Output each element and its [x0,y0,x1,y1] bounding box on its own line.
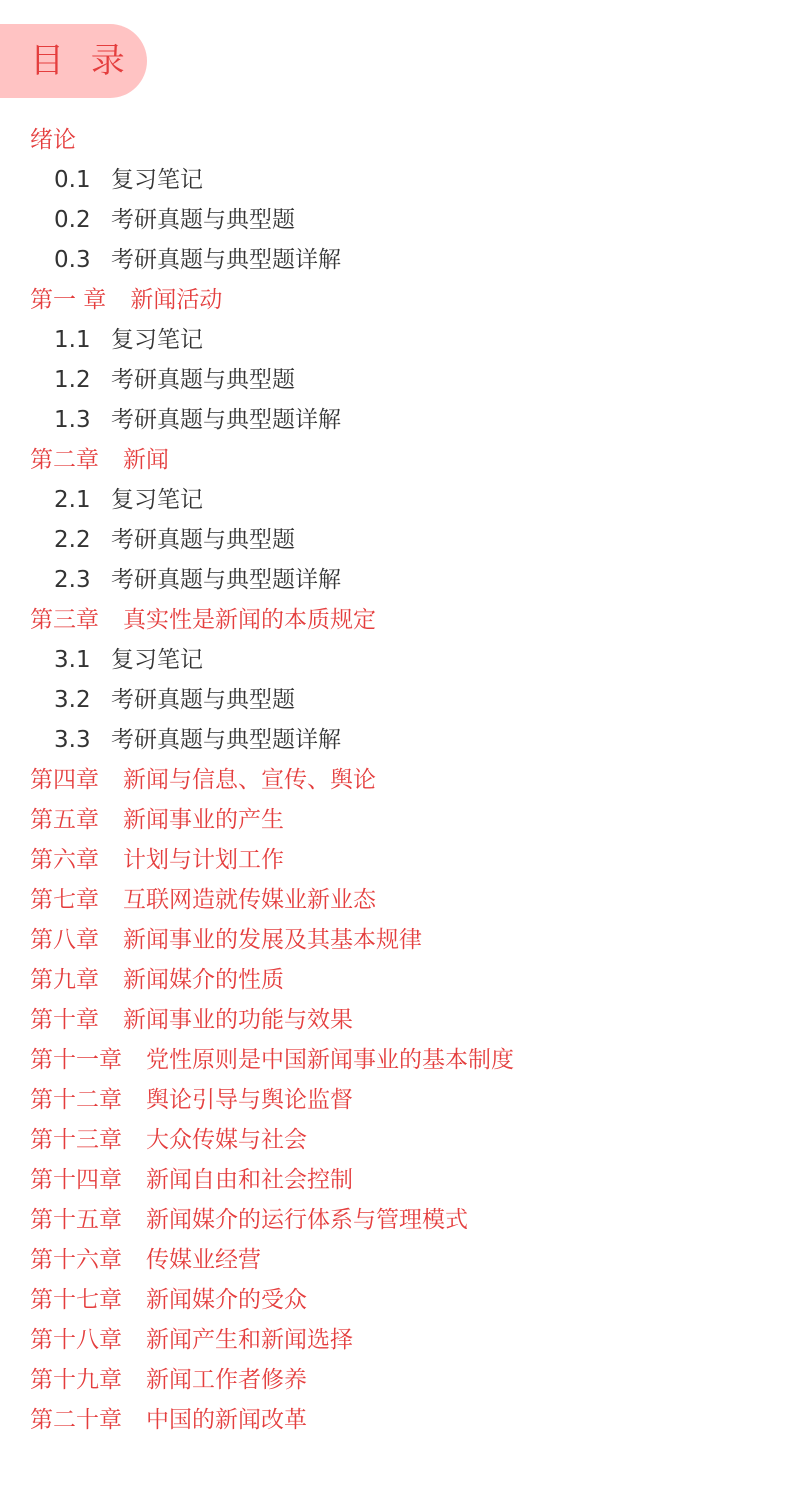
chapter-title: 新闻事业的发展及其基本规律 [123,927,422,953]
chapter-title: 大众传媒与社会 [146,1127,307,1153]
section-number: 3.1 [54,647,91,673]
section-title: 考研真题与典型题详解 [111,567,341,593]
chapter-number: 第十六章 [30,1247,122,1273]
toc-list [0,120,790,1440]
section-title: 考研真题与典型题详解 [111,407,341,433]
toc-chapter-item[interactable] [0,1040,790,1080]
chapter-number: 第二十章 [30,1407,122,1433]
chapter-title: 新闻媒介的运行体系与管理模式 [146,1207,468,1233]
chapter-number: 第七章 [30,887,99,913]
toc-section-item[interactable] [0,160,790,200]
chapter-number: 第十章 [30,1007,99,1033]
chapter-title: 新闻媒介的性质 [123,967,284,993]
toc-chapter-item[interactable] [0,920,790,960]
chapter-title: 新闻事业的产生 [123,807,284,833]
toc-chapter-item[interactable] [0,880,790,920]
chapter-title: 新闻工作者修养 [146,1367,307,1393]
chapter-number: 第十三章 [30,1127,122,1153]
chapter-title: 新闻事业的功能与效果 [123,1007,353,1033]
chapter-number: 第十八章 [30,1327,122,1353]
toc-chapter-item[interactable] [0,440,790,480]
chapter-title: 计划与计划工作 [123,847,284,873]
toc-chapter-item[interactable] [0,1160,790,1200]
toc-chapter-item[interactable] [0,960,790,1000]
section-number: 3.3 [54,727,91,753]
chapter-title: 新闻媒介的受众 [146,1287,307,1313]
chapter-number: 第十四章 [30,1167,122,1193]
chapter-number: 第三章 [30,607,99,633]
chapter-number: 第四章 [30,767,99,793]
toc-chapter-item[interactable] [0,840,790,880]
section-title: 复习笔记 [111,167,203,193]
toc-section-item[interactable] [0,480,790,520]
toc-section-item[interactable] [0,720,790,760]
section-number: 3.2 [54,687,91,713]
chapter-title: 舆论引导与舆论监督 [146,1087,353,1113]
section-number: 2.1 [54,487,91,513]
section-number: 0.1 [54,167,91,193]
section-number: 2.2 [54,527,91,553]
chapter-number: 第八章 [30,927,99,953]
section-title: 复习笔记 [111,647,203,673]
chapter-title: 新闻产生和新闻选择 [146,1327,353,1353]
toc-section-item[interactable] [0,560,790,600]
toc-section-item[interactable] [0,640,790,680]
toc-chapter-item[interactable] [0,1280,790,1320]
chapter-title: 新闻 [123,447,169,473]
toc-chapter-item[interactable] [0,1360,790,1400]
section-title: 考研真题与典型题 [111,367,295,393]
chapter-number: 绪论 [30,127,76,153]
toc-section-item[interactable] [0,320,790,360]
toc-chapter-item[interactable] [0,600,790,640]
section-number: 1.3 [54,407,91,433]
chapter-number: 第六章 [30,847,99,873]
toc-section-item[interactable] [0,520,790,560]
chapter-number: 第十九章 [30,1367,122,1393]
chapter-number: 第十五章 [30,1207,122,1233]
chapter-title: 互联网造就传媒业新业态 [123,887,376,913]
section-number: 0.3 [54,247,91,273]
section-title: 考研真题与典型题 [111,527,295,553]
section-title: 考研真题与典型题 [111,207,295,233]
section-number: 0.2 [54,207,91,233]
section-title: 考研真题与典型题详解 [111,727,341,753]
toc-chapter-item[interactable] [0,1200,790,1240]
chapter-number: 第五章 [30,807,99,833]
toc-section-item[interactable] [0,680,790,720]
toc-section-item[interactable] [0,360,790,400]
chapter-number: 第十二章 [30,1087,122,1113]
chapter-title: 传媒业经营 [146,1247,261,1273]
toc-chapter-item[interactable] [0,1320,790,1360]
toc-chapter-item[interactable] [0,760,790,800]
section-title: 考研真题与典型题 [111,687,295,713]
toc-section-item[interactable] [0,400,790,440]
section-title: 复习笔记 [111,327,203,353]
toc-title: 目 录 [30,41,133,81]
toc-chapter-item[interactable] [0,280,790,320]
toc-chapter-item[interactable] [0,1080,790,1120]
toc-chapter-item[interactable] [0,120,790,160]
toc-header-badge [0,24,147,98]
section-title: 考研真题与典型题详解 [111,247,341,273]
toc-section-item[interactable] [0,200,790,240]
chapter-title: 新闻与信息、宣传、舆论 [123,767,376,793]
section-number: 1.2 [54,367,91,393]
section-number: 2.3 [54,567,91,593]
chapter-title: 新闻自由和社会控制 [146,1167,353,1193]
toc-chapter-item[interactable] [0,1000,790,1040]
chapter-number: 第一 章 [30,287,107,313]
chapter-number: 第十七章 [30,1287,122,1313]
section-number: 1.1 [54,327,91,353]
chapter-number: 第二章 [30,447,99,473]
toc-section-item[interactable] [0,240,790,280]
section-title: 复习笔记 [111,487,203,513]
toc-chapter-item[interactable] [0,1240,790,1280]
toc-chapter-item[interactable] [0,1400,790,1440]
toc-chapter-item[interactable] [0,800,790,840]
chapter-number: 第九章 [30,967,99,993]
chapter-title: 新闻活动 [130,287,223,313]
chapter-title: 中国的新闻改革 [146,1407,307,1433]
chapter-number: 第十一章 [30,1047,122,1073]
chapter-title: 真实性是新闻的本质规定 [123,607,376,633]
toc-chapter-item[interactable] [0,1120,790,1160]
chapter-title: 党性原则是中国新闻事业的基本制度 [146,1047,514,1073]
